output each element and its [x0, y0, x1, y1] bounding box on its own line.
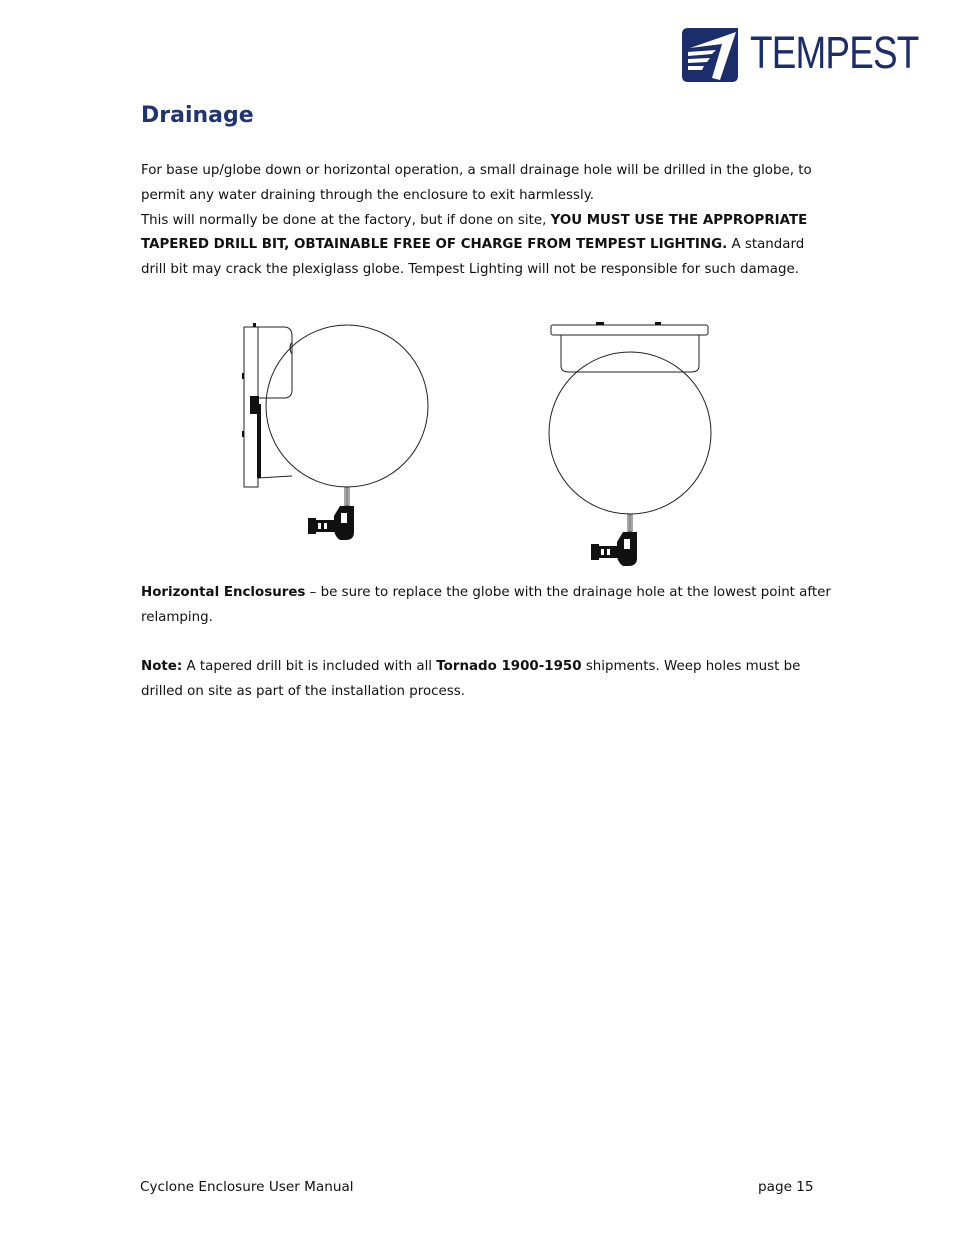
note-text-2: shipments. Weep holes must be drilled on site as part of the installation process. [141, 659, 801, 699]
intro-line-2-end: A standard drill bit may crack the plexiglass globe. Tempest Lighting will not be responsible for such damage. [141, 237, 805, 278]
note-text-1: A tapered drill bit is included with all [182, 659, 437, 674]
intro-warning-bold: YOU MUST USE THE APPROPRIATE TAPERED DRILL BIT, OBTAINABLE FREE OF CHARGE FROM TEMPEST LIGHTING. [141, 212, 808, 253]
horizontal-enclosure-drill-icon [236, 318, 436, 543]
horizontal-enclosures-paragraph [141, 581, 831, 631]
footer-page-number: page 15 [758, 1179, 814, 1195]
note-product-bold: Tornado 1900-1950 [436, 659, 582, 674]
footer-manual-title: Cyclone Enclosure User Manual [140, 1179, 354, 1195]
intro-line-2-start: This will normally be done at the factory, but if done on site, [141, 212, 547, 228]
note-paragraph [141, 655, 831, 705]
tempest-logo [682, 26, 922, 86]
globe-down-enclosure-drill-icon [545, 318, 715, 573]
horizontal-enclosures-label: Horizontal Enclosures [141, 585, 306, 600]
page-title: Drainage [141, 103, 254, 128]
tempest-logo-icon [682, 26, 742, 84]
logo-wordmark: TEMPEST [750, 27, 919, 78]
intro-paragraph [141, 159, 831, 283]
intro-line-1: For base up/globe down or horizontal operation, a small drainage hole will be drilled in the globe, to permit any water draining through the enclosure to exit harmlessly. [141, 163, 812, 203]
note-label: Note: [141, 659, 183, 674]
horizontal-enclosures-text: – be sure to replace the globe with the drainage hole at the lowest point after relamping. [141, 585, 831, 625]
